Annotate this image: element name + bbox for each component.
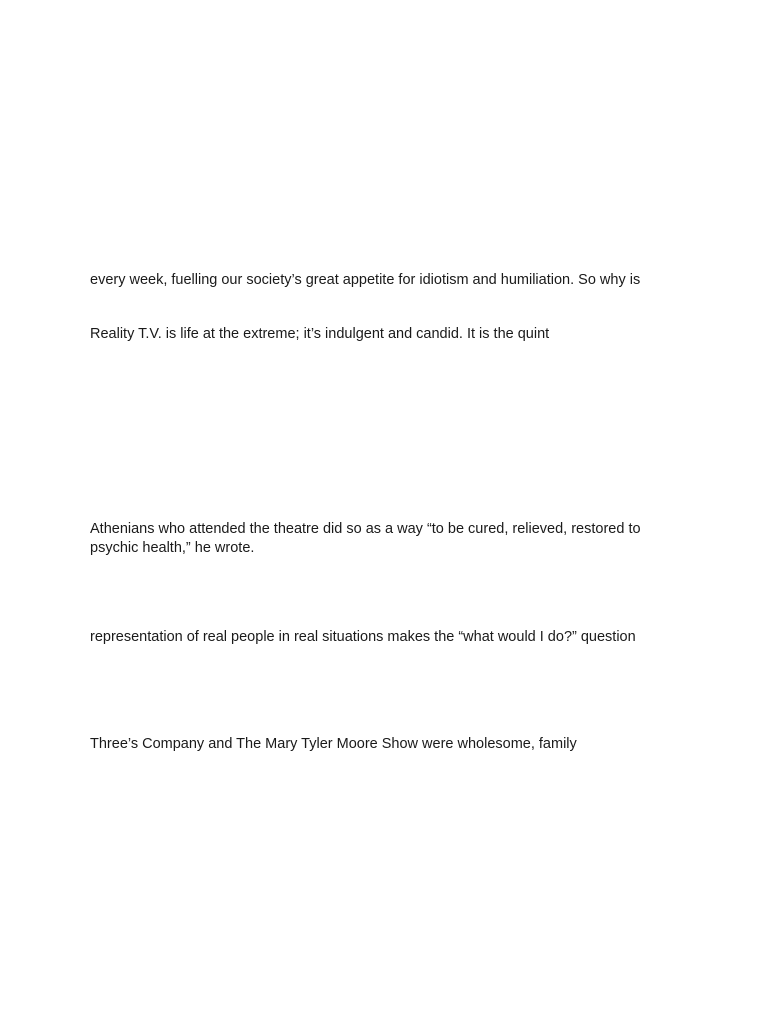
paragraph-line: Athenians who attended the theatre did so as a way “to be cured, relieved, restored to [90,521,641,537]
paragraph-4 [90,628,690,647]
paragraph-2 [90,325,690,344]
paragraph-line: Reality T.V. is life at the extreme; it’s indulgent and candid. It is the quint [90,326,550,342]
paragraph-line: every week, fuelling our society’s great appetite for idiotism and humiliation. So why is [90,272,641,288]
paragraph-line: psychic health,” he wrote. [90,540,255,556]
paragraph-5 [90,735,690,754]
paragraph-line: representation of real people in real situations makes the “what would I do?” question [90,629,636,645]
paragraph-3 [90,520,690,558]
paragraph-1 [90,271,690,290]
paragraph-line: Three’s Company and The Mary Tyler Moore Show were wholesome, family [90,736,577,752]
